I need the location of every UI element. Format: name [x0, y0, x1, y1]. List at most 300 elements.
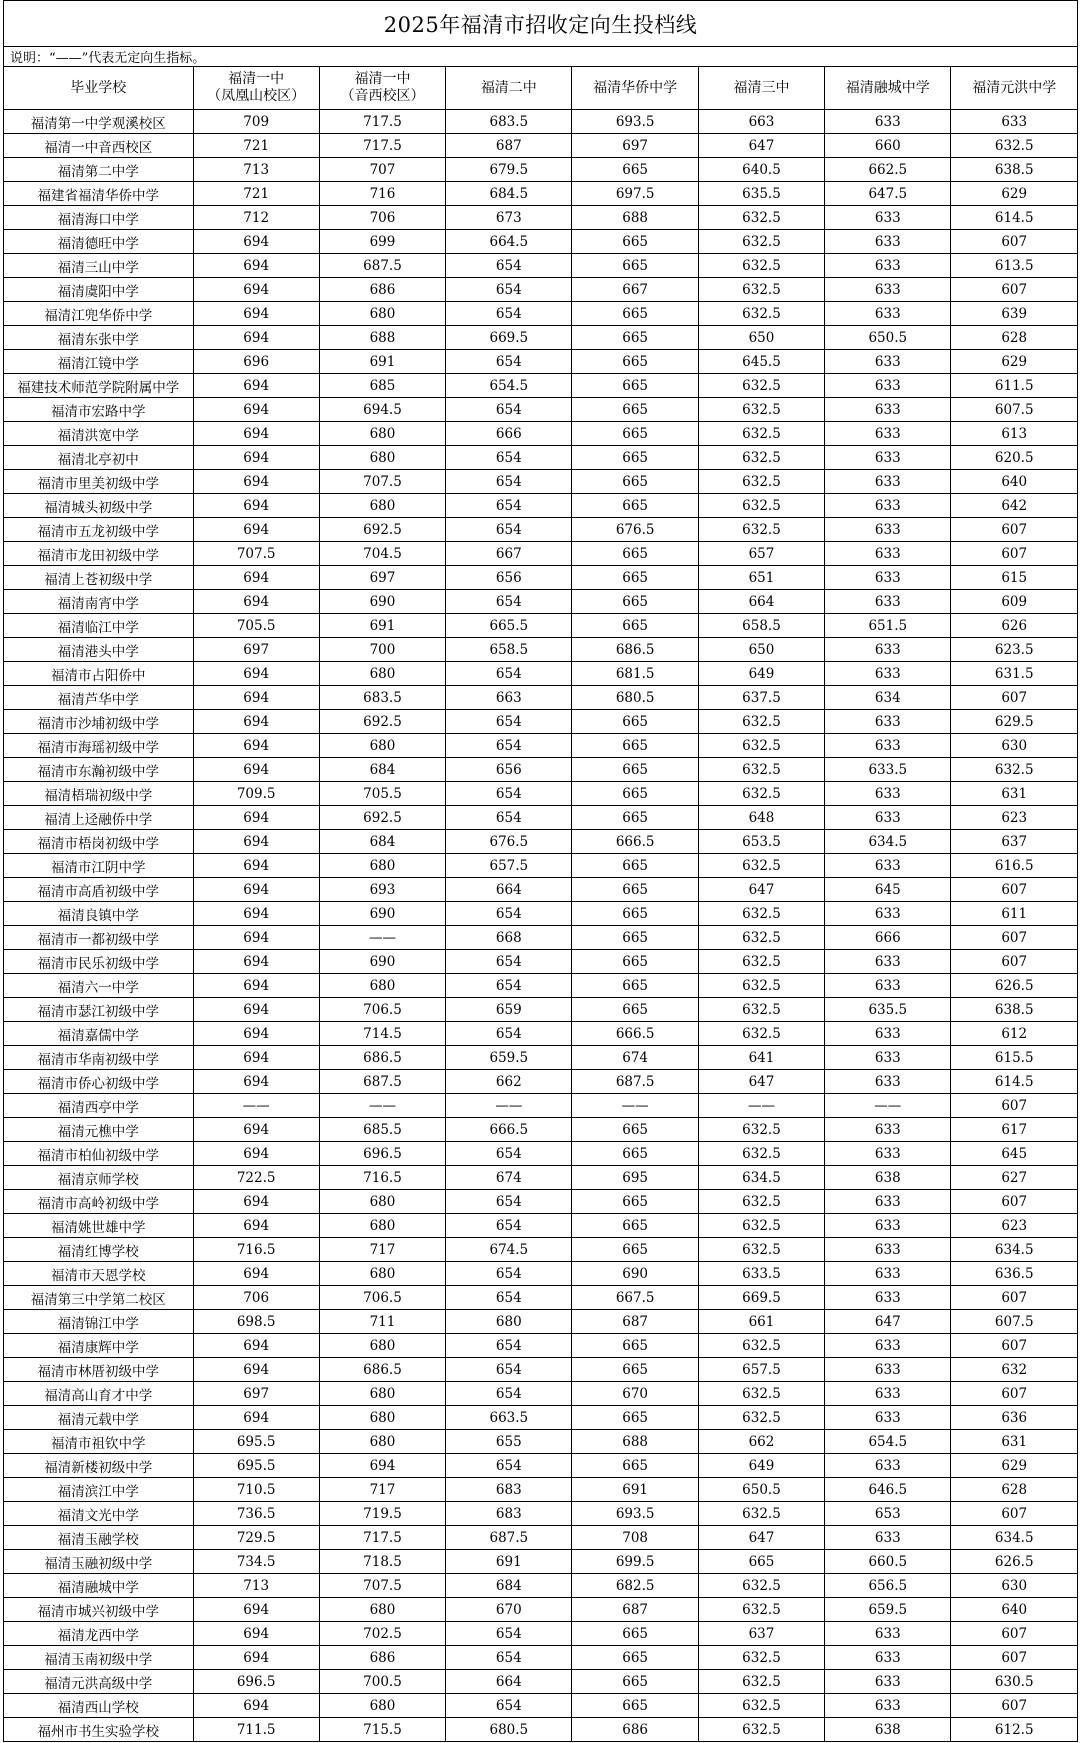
score-cell: 633: [825, 446, 951, 470]
score-cell: 694: [193, 806, 319, 830]
table-row: [4, 1334, 1078, 1358]
score-cell: 717: [319, 1478, 445, 1502]
table-row: [4, 1646, 1078, 1670]
score-cell: 632.5: [698, 446, 824, 470]
score-cell: 694: [193, 566, 319, 590]
school-name-cell: 福清虞阳中学: [4, 278, 194, 302]
school-name-cell: 福清上迳融侨中学: [4, 806, 194, 830]
score-cell: 694: [193, 1646, 319, 1670]
score-cell: 694: [193, 710, 319, 734]
score-cell: 632.5: [698, 1670, 824, 1694]
score-cell: 654.5: [446, 374, 572, 398]
table-row: [4, 1502, 1078, 1526]
score-cell: 667.5: [572, 1286, 698, 1310]
table-row: [4, 1670, 1078, 1694]
score-cell: 665: [572, 374, 698, 398]
score-cell: 683: [446, 1502, 572, 1526]
score-cell: 687: [572, 1598, 698, 1622]
score-cell: 665: [572, 1214, 698, 1238]
score-cell: 629.5: [951, 710, 1078, 734]
score-cell: 706.5: [319, 1286, 445, 1310]
score-cell: 614.5: [951, 206, 1078, 230]
score-cell: 694: [193, 1598, 319, 1622]
score-cell: 685: [319, 374, 445, 398]
score-cell: 654: [446, 1454, 572, 1478]
score-cell: 665: [572, 950, 698, 974]
table-row: [4, 710, 1078, 734]
score-cell: 647: [698, 878, 824, 902]
school-name-cell: 福州市书生实验学校: [4, 1718, 194, 1742]
score-cell: 694: [193, 662, 319, 686]
school-name-cell: 福清元载中学: [4, 1406, 194, 1430]
score-cell: 691: [572, 1478, 698, 1502]
score-cell: 705.5: [319, 782, 445, 806]
score-cell: 707.5: [193, 542, 319, 566]
table-row: [4, 158, 1078, 182]
score-cell: 634.5: [951, 1526, 1078, 1550]
column-header-row: [4, 67, 1078, 110]
score-cell: 696.5: [319, 1142, 445, 1166]
score-cell: 694: [193, 590, 319, 614]
table-row: [4, 374, 1078, 398]
score-cell: 634.5: [951, 1238, 1078, 1262]
score-cell: 694: [193, 686, 319, 710]
school-name-cell: 福清市东瀚初级中学: [4, 758, 194, 782]
score-cell: ——: [698, 1094, 824, 1118]
table-row: [4, 1022, 1078, 1046]
score-cell: 654: [446, 350, 572, 374]
score-cell: 616.5: [951, 854, 1078, 878]
score-cell: 647: [698, 134, 824, 158]
score-cell: 687: [446, 134, 572, 158]
column-header: 福清元洪中学: [951, 67, 1078, 110]
score-cell: 665: [572, 734, 698, 758]
score-cell: 634.5: [698, 1166, 824, 1190]
score-cell: 687.5: [446, 1526, 572, 1550]
score-cell: 694: [193, 1694, 319, 1718]
score-cell: 637: [698, 1622, 824, 1646]
score-cell: 666.5: [572, 1022, 698, 1046]
score-cell: 654: [446, 590, 572, 614]
score-cell: 633.5: [698, 1262, 824, 1286]
score-cell: 654: [446, 446, 572, 470]
score-cell: 633: [825, 422, 951, 446]
score-cell: 623: [951, 1214, 1078, 1238]
score-cell: 665: [572, 1622, 698, 1646]
table-row: [4, 422, 1078, 446]
score-cell: 709.5: [193, 782, 319, 806]
score-cell: 631: [951, 782, 1078, 806]
score-cell: 633: [825, 1358, 951, 1382]
school-name-cell: 福清市高岭初级中学: [4, 1190, 194, 1214]
score-cell: 632.5: [698, 950, 824, 974]
score-cell: 612.5: [951, 1718, 1078, 1742]
score-cell: 665: [572, 1142, 698, 1166]
score-cell: 628: [951, 326, 1078, 350]
score-cell: 632.5: [698, 734, 824, 758]
score-cell: 694: [193, 1406, 319, 1430]
score-cell: 607: [951, 686, 1078, 710]
score-cell: 667: [446, 542, 572, 566]
score-cell: 607: [951, 1502, 1078, 1526]
score-cell: 632.5: [698, 1694, 824, 1718]
score-cell: 706: [193, 1286, 319, 1310]
score-cell: 680.5: [572, 686, 698, 710]
score-cell: 694: [193, 926, 319, 950]
score-cell: 607: [951, 1094, 1078, 1118]
school-name-cell: 福清融城中学: [4, 1574, 194, 1598]
score-cell: 656.5: [825, 1574, 951, 1598]
score-cell: 666.5: [572, 830, 698, 854]
score-cell: 633: [825, 1406, 951, 1430]
score-cell: 614.5: [951, 1070, 1078, 1094]
score-cell: 654: [446, 518, 572, 542]
score-cell: 684: [446, 1574, 572, 1598]
score-cell: 665: [572, 710, 698, 734]
score-cell: 665: [572, 614, 698, 638]
score-cell: 680: [319, 302, 445, 326]
score-cell: 632.5: [951, 758, 1078, 782]
score-cell: 632.5: [698, 1718, 824, 1742]
score-cell: 680: [319, 1406, 445, 1430]
score-cell: 686: [572, 1718, 698, 1742]
score-cell: 661: [698, 1310, 824, 1334]
table-row: [4, 1430, 1078, 1454]
score-cell: 665: [572, 350, 698, 374]
school-name-cell: 福清洪宽中学: [4, 422, 194, 446]
table-row: [4, 350, 1078, 374]
score-cell: 607.5: [951, 398, 1078, 422]
score-cell: 694: [193, 518, 319, 542]
score-cell: 607: [951, 878, 1078, 902]
page-title: 2025年福清市招收定向生投档线: [4, 1, 1078, 47]
score-cell: 632: [951, 1358, 1078, 1382]
score-cell: 697: [193, 638, 319, 662]
score-cell: 697: [319, 566, 445, 590]
score-cell: 692.5: [319, 518, 445, 542]
table-row: [4, 590, 1078, 614]
table-row: [4, 542, 1078, 566]
table-row: [4, 1118, 1078, 1142]
score-cell: 633.5: [825, 758, 951, 782]
score-cell: 607: [951, 1334, 1078, 1358]
school-name-cell: 福清文光中学: [4, 1502, 194, 1526]
score-cell: 702.5: [319, 1622, 445, 1646]
score-cell: 665: [572, 1454, 698, 1478]
school-name-cell: 福清良镇中学: [4, 902, 194, 926]
score-cell: 736.5: [193, 1502, 319, 1526]
score-cell: 717.5: [319, 1526, 445, 1550]
column-header: 福清三中: [698, 67, 824, 110]
score-cell: 680: [319, 662, 445, 686]
score-cell: 607: [951, 1694, 1078, 1718]
score-cell: 683.5: [446, 110, 572, 134]
score-cell: 629: [951, 1454, 1078, 1478]
score-cell: 633: [825, 1070, 951, 1094]
score-cell: 640: [951, 1598, 1078, 1622]
table-row: [4, 854, 1078, 878]
score-cell: 665: [572, 158, 698, 182]
score-cell: 633: [825, 230, 951, 254]
table-row: [4, 662, 1078, 686]
score-cell: 635.5: [825, 998, 951, 1022]
score-cell: 663.5: [446, 1406, 572, 1430]
score-cell: 694: [193, 422, 319, 446]
score-cell: 633: [825, 1214, 951, 1238]
score-cell: 632.5: [698, 974, 824, 998]
score-cell: 642: [951, 494, 1078, 518]
score-cell: 665: [572, 398, 698, 422]
score-cell: 638.5: [951, 998, 1078, 1022]
score-cell: 665: [572, 1238, 698, 1262]
score-cell: 633: [825, 1022, 951, 1046]
score-cell: 694: [193, 854, 319, 878]
score-cell: 654: [446, 1358, 572, 1382]
score-cell: 633: [825, 1526, 951, 1550]
score-cell: 674: [446, 1166, 572, 1190]
school-name-cell: 福清市柏仙初级中学: [4, 1142, 194, 1166]
score-cell: 691: [446, 1550, 572, 1574]
score-cell: 632.5: [698, 230, 824, 254]
score-cell: 632.5: [698, 1406, 824, 1430]
score-cell: 660.5: [825, 1550, 951, 1574]
score-cell: 680: [319, 1190, 445, 1214]
score-cell: 632.5: [951, 134, 1078, 158]
table-row: [4, 1046, 1078, 1070]
table-row: [4, 1406, 1078, 1430]
score-cell: 665: [572, 254, 698, 278]
score-cell: 664: [446, 878, 572, 902]
score-cell: 710.5: [193, 1478, 319, 1502]
column-header: 福清华侨中学: [572, 67, 698, 110]
score-cell: 630: [951, 1574, 1078, 1598]
table-row: [4, 1262, 1078, 1286]
table-row: [4, 494, 1078, 518]
score-cell: 650: [698, 638, 824, 662]
score-cell: 654: [446, 1646, 572, 1670]
score-cell: 611.5: [951, 374, 1078, 398]
school-name-cell: 福清市江阴中学: [4, 854, 194, 878]
score-cell: 611: [951, 902, 1078, 926]
score-cell: 623.5: [951, 638, 1078, 662]
school-name-cell: 福清一中音西校区: [4, 134, 194, 158]
score-cell: 670: [572, 1382, 698, 1406]
score-cell: 694: [193, 278, 319, 302]
score-cell: 694: [193, 1118, 319, 1142]
table-row: [4, 926, 1078, 950]
score-cell: 693.5: [572, 1502, 698, 1526]
table-row: [4, 1190, 1078, 1214]
score-cell: 632.5: [698, 518, 824, 542]
score-cell: 647: [698, 1070, 824, 1094]
score-cell: 632.5: [698, 998, 824, 1022]
score-cell: 654: [446, 662, 572, 686]
score-cell: 717: [319, 1238, 445, 1262]
score-cell: 632.5: [698, 1190, 824, 1214]
score-cell: 680: [319, 422, 445, 446]
score-cell: 665: [572, 782, 698, 806]
score-cell: 633: [825, 1694, 951, 1718]
school-name-cell: 福清临江中学: [4, 614, 194, 638]
score-cell: 633: [825, 1238, 951, 1262]
score-cell: 694: [193, 1214, 319, 1238]
score-cell: ——: [572, 1094, 698, 1118]
score-cell: 690: [319, 590, 445, 614]
score-cell: 632.5: [698, 470, 824, 494]
score-cell: 665: [572, 758, 698, 782]
table-row: [4, 1478, 1078, 1502]
score-cell: 651: [698, 566, 824, 590]
score-cell: 694: [193, 1262, 319, 1286]
score-cell: 654: [446, 494, 572, 518]
score-cell: 679.5: [446, 158, 572, 182]
table-row: [4, 1238, 1078, 1262]
score-cell: 607: [951, 926, 1078, 950]
school-name-cell: 福清三山中学: [4, 254, 194, 278]
score-cell: 690: [319, 950, 445, 974]
school-name-cell: 福清江镜中学: [4, 350, 194, 374]
score-cell: 632.5: [698, 926, 824, 950]
score-cell: 653: [825, 1502, 951, 1526]
score-cell: 712: [193, 206, 319, 230]
school-name-cell: 福清新楼初级中学: [4, 1454, 194, 1478]
table-row: [4, 998, 1078, 1022]
school-name-cell: 福清市海瑶初级中学: [4, 734, 194, 758]
score-cell: 632.5: [698, 1142, 824, 1166]
score-cell: 686: [319, 1646, 445, 1670]
score-cell: 706.5: [319, 998, 445, 1022]
score-cell: 659: [446, 998, 572, 1022]
score-cell: 654: [446, 782, 572, 806]
column-header: 毕业学校: [4, 67, 194, 110]
score-cell: 626: [951, 614, 1078, 638]
score-cell: 649: [698, 662, 824, 686]
score-cell: 617: [951, 1118, 1078, 1142]
score-cell: 683: [446, 1478, 572, 1502]
school-name-cell: 福清元樵中学: [4, 1118, 194, 1142]
score-cell: 654: [446, 950, 572, 974]
table-row: [4, 230, 1078, 254]
score-cell: 640.5: [698, 158, 824, 182]
score-cell: 705.5: [193, 614, 319, 638]
score-cell: 631.5: [951, 662, 1078, 686]
column-header: 福清一中 （音西校区）: [319, 67, 445, 110]
score-cell: 694: [193, 1358, 319, 1382]
score-cell: 607: [951, 950, 1078, 974]
score-cell: 633: [825, 1382, 951, 1406]
score-cell: 633: [825, 1142, 951, 1166]
score-cell: 632.5: [698, 278, 824, 302]
score-cell: ——: [319, 926, 445, 950]
score-cell: 648: [698, 806, 824, 830]
score-cell: 697: [193, 1382, 319, 1406]
score-cell: 656: [446, 758, 572, 782]
score-cell: 607: [951, 1646, 1078, 1670]
score-cell: 691: [319, 614, 445, 638]
score-cell: 665: [572, 806, 698, 830]
column-header: 福清一中 （凤凰山校区）: [193, 67, 319, 110]
score-cell: 715.5: [319, 1718, 445, 1742]
score-cell: 607: [951, 542, 1078, 566]
score-cell: 633: [825, 350, 951, 374]
table-row: [4, 1286, 1078, 1310]
score-cell: 695.5: [193, 1430, 319, 1454]
school-name-cell: 福清嘉儒中学: [4, 1022, 194, 1046]
score-cell: 654: [446, 1262, 572, 1286]
score-cell: 684.5: [446, 182, 572, 206]
score-cell: 687.5: [319, 254, 445, 278]
table-row: [4, 398, 1078, 422]
score-cell: 645: [951, 1142, 1078, 1166]
school-name-cell: 福清上苍初级中学: [4, 566, 194, 590]
score-cell: 633: [825, 1622, 951, 1646]
score-cell: 633: [825, 518, 951, 542]
score-cell: 658.5: [446, 638, 572, 662]
score-cell: 687: [572, 1310, 698, 1334]
score-cell: 680: [446, 1310, 572, 1334]
score-cell: 632.5: [698, 782, 824, 806]
score-cell: 632.5: [698, 1334, 824, 1358]
score-cell: 607: [951, 230, 1078, 254]
school-name-cell: 福清江兜华侨中学: [4, 302, 194, 326]
score-cell: 694: [193, 302, 319, 326]
score-cell: 654: [446, 470, 572, 494]
score-cell: 632.5: [698, 1022, 824, 1046]
school-name-cell: 福清市宏路中学: [4, 398, 194, 422]
school-name-cell: 福清玉融初级中学: [4, 1550, 194, 1574]
score-cell: 680: [319, 446, 445, 470]
score-cell: 673: [446, 206, 572, 230]
table-row: [4, 518, 1078, 542]
school-name-cell: 福清海口中学: [4, 206, 194, 230]
table-row: [4, 1454, 1078, 1478]
score-cell: 721: [193, 134, 319, 158]
score-cell: 690: [319, 902, 445, 926]
table-row: [4, 254, 1078, 278]
score-cell: 713: [193, 1574, 319, 1598]
score-cell: 717.5: [319, 134, 445, 158]
school-name-cell: 福清玉融学校: [4, 1526, 194, 1550]
score-cell: 632.5: [698, 398, 824, 422]
score-cell: 633: [825, 542, 951, 566]
score-cell: 695.5: [193, 1454, 319, 1478]
score-cell: 631: [951, 1430, 1078, 1454]
score-cell: 607: [951, 1286, 1078, 1310]
school-name-cell: 福清姚世雄中学: [4, 1214, 194, 1238]
school-name-cell: 福清京师学校: [4, 1166, 194, 1190]
score-cell: 655: [446, 1430, 572, 1454]
score-cell: 669.5: [698, 1286, 824, 1310]
school-name-cell: 福清元洪高级中学: [4, 1670, 194, 1694]
score-cell: 668: [446, 926, 572, 950]
school-name-cell: 福清市侨心初级中学: [4, 1070, 194, 1094]
score-cell: 694: [193, 1142, 319, 1166]
score-cell: 694: [193, 1022, 319, 1046]
score-cell: 632.5: [698, 1646, 824, 1670]
score-cell: 645.5: [698, 350, 824, 374]
score-cell: 683.5: [319, 686, 445, 710]
score-cell: 647: [825, 1310, 951, 1334]
table-row: [4, 686, 1078, 710]
score-cell: 629: [951, 182, 1078, 206]
score-cell: 633: [825, 1118, 951, 1142]
score-cell: 633: [825, 974, 951, 998]
score-cell: 641: [698, 1046, 824, 1070]
score-cell: 633: [825, 470, 951, 494]
score-cell: 639: [951, 302, 1078, 326]
score-cell: 696: [193, 350, 319, 374]
score-cell: 649: [698, 1454, 824, 1478]
